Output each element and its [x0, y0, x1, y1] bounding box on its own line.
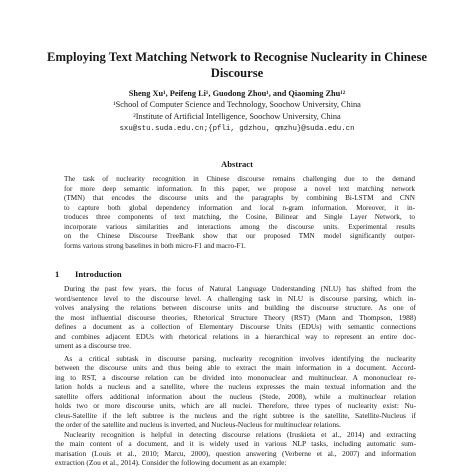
intro-line: volves analysing the relations between discourse units and building the discourse structure. As one of — [55, 303, 416, 312]
intro-line: lation holds a nucleus and a satellite, where the nucleus expresses the main textual information and the — [55, 382, 416, 391]
section-number: 1 — [55, 269, 60, 279]
affiliation-1: ¹School of Computer Science and Technology, Soochow University, China — [113, 100, 361, 109]
intro-line: ing to RST, a discourse relation can be divided into mononuclear and multinuclear. A mononuclear re- — [55, 372, 416, 382]
intro-line: ument as a discourse tree. — [55, 341, 132, 350]
abstract-line: troduces three components of text matching, the Cosine, Bilinear and Single Layer Network, to — [64, 213, 415, 222]
paper-title-line-1: Employing Text Matching Network to Recognise Nuclearity in Chinese — [47, 50, 427, 64]
abstract-line: incorporate various similarities and interactions among the discourse units. Experimental results — [64, 222, 415, 231]
abstract-line: The task of nuclearity recognition in Chinese discourse remains challenging due to the demand — [64, 175, 415, 183]
intro-line: marisation (Louis et al., 2010; Marcu, 2000), question answering (Verberne et al., 2007) and information — [55, 448, 416, 458]
paper-title — [30, 49, 444, 81]
author-emails: sxu@stu.suda.edu.cn;{pfli, gdzhou, qmzhu}@suda.edu.cn — [119, 125, 355, 133]
introduction-text — [55, 284, 416, 468]
intro-line: and combines adjacent EDUs with rhetorical relations in a hierarchical way to represent an entire doc- — [55, 331, 416, 341]
paper-title-line-2: Discourse — [210, 66, 264, 80]
intro-line: the most influential discourse theories, Rhetorical Structure Theory (RST) (Mann and Thompson, 1988) — [55, 312, 416, 322]
abstract-line: on the Chinese Discourse TreeBank show that our proposed TMN model significantly outper- — [64, 232, 415, 241]
abstract-line: forms various strong baselines in both micro-F1 and macro-F1. — [64, 241, 246, 250]
affiliation-2: ²Institute of Artificial Intelligence, Soochow University, China — [133, 112, 341, 121]
intro-line: Nuclearity recognition is helpful in detecting discourse relations (Iruskieta et al., 2014) and extracting — [64, 429, 416, 439]
abstract-heading: Abstract — [221, 159, 253, 169]
intro-line: During the past few years, the focus of Natural Language Understanding (NLU) has shifted from the — [64, 284, 416, 293]
author-list: Sheng Xu¹, Peifeng Li¹, Guodong Zhou¹, and Qiaoming Zhu¹² — [128, 89, 346, 98]
intro-line: As a critical subtask in discourse parsing, nuclearity recognition involves identifying the nuclearity — [64, 353, 416, 363]
intro-line: between the discourse units and thus being able to extract the main information in a document. Accord- — [55, 363, 416, 372]
intro-line: extraction (Zou et al., 2014). Consider the following document as an example: — [55, 458, 287, 467]
intro-line: cleus-Satellite if the left subtree is the nucleus and the right subtree is the satellite, Satellite-Nucleus if — [55, 410, 416, 420]
intro-line: the main content of a document, and it is widely used in various NLP tasks, including automatic sum- — [55, 439, 416, 448]
abstract-text — [64, 175, 415, 251]
abstract-line: for more deep semantic information. In this paper, we propose a novel text matching network — [64, 184, 415, 193]
section-title: Introduction — [75, 269, 122, 279]
intro-line: the order of the satellite and nucleus is inverted, and Nucleus-Nucleus for multinuclear relations. — [55, 420, 341, 429]
intro-line: satellite offers additional information about the nucleus (Stede, 2008), while a multinuclear relation — [55, 391, 416, 401]
abstract-line: (TMN) that encodes the discourse units and the paragraphs by combining Bi-LSTM and CNN — [64, 194, 415, 203]
intro-line: defines a document as a collection of Elementary Discourse Units (EDUs) with semantic connections — [55, 322, 416, 331]
abstract-line: to capture both global dependency information and local n-gram information. Moreover, it in- — [64, 203, 415, 212]
section-heading-introduction — [55, 269, 415, 279]
intro-line: holds two or more discourse units, which are all nuclei. Therefore, three types of nuclearity exist: Nu- — [55, 401, 416, 410]
intro-line: word/sentence level to the discourse level. A challenging task in NLU is discourse parsing, which in- — [55, 293, 416, 303]
